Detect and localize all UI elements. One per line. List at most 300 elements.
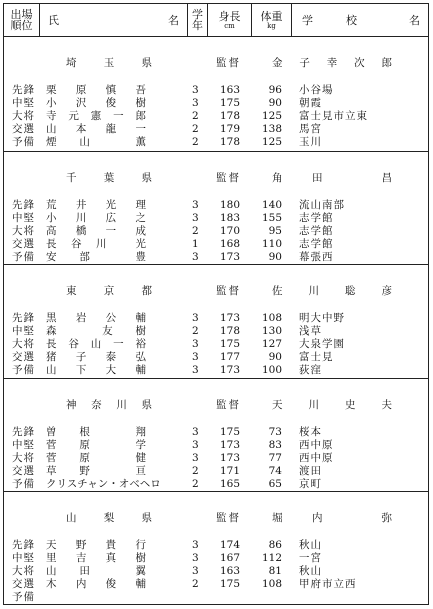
player-position: 中堅 [12, 211, 35, 224]
player-name-char: 理 [135, 198, 146, 211]
player-name-char: 一 [105, 224, 117, 237]
manager-char: 田 [312, 171, 323, 184]
player-weight: 112 [261, 552, 282, 564]
prefecture-char: 県 [141, 171, 152, 184]
player-weight: 127 [261, 338, 282, 350]
player-school: 一宮 [299, 552, 322, 564]
player-name-char: 山 [79, 136, 90, 148]
player-name [46, 136, 146, 149]
player-name-char: 川 [96, 237, 107, 250]
player-height: 177 [219, 351, 240, 363]
team-block [4, 378, 428, 493]
player-school: 荻窪 [299, 364, 322, 376]
player-name-char: 沢 [75, 97, 87, 109]
manager-label: 監督 [216, 57, 241, 69]
player-height: 178 [219, 110, 240, 122]
player-name-char: 子 [75, 351, 87, 363]
player-name-char: 健 [135, 451, 146, 464]
player-position: 大将 [12, 224, 35, 237]
player-name-char: 山 [46, 565, 57, 577]
player-position: 交選 [12, 351, 35, 363]
player-school: 志学館 [299, 237, 334, 250]
player-school: 渡田 [299, 464, 322, 477]
prefecture-char: 川 [116, 398, 127, 411]
prefecture-char: 京 [103, 285, 115, 297]
player-name-char: 谷 [71, 237, 82, 250]
team-block [4, 37, 428, 152]
player-height: 175 [219, 97, 240, 109]
manager-label: 監督 [216, 171, 241, 184]
player-height: 167 [219, 552, 240, 564]
player-school: 朝霞 [299, 97, 322, 109]
player-weight: 86 [268, 539, 282, 551]
player-school: 浅草 [299, 325, 322, 337]
player-name [46, 364, 146, 377]
player-grade: 2 [192, 477, 199, 490]
player-position: 先鋒 [12, 425, 35, 438]
player-position: 予備 [12, 136, 35, 148]
player-name-char: 原 [75, 84, 87, 96]
player-name-char: 原 [79, 438, 90, 451]
player-height: 179 [219, 123, 240, 135]
player-school: 秋山 [299, 539, 322, 551]
manager-char: 郎 [381, 57, 392, 69]
player-name-char: 豊 [135, 250, 146, 263]
player-position: 予備 [12, 250, 35, 263]
player-position: 予備 [12, 591, 35, 603]
player-grade: 2 [192, 464, 199, 477]
player-name-char: 俊 [105, 578, 117, 590]
player-school: 秋山 [299, 565, 322, 577]
header-order-line1: 出場 [10, 8, 33, 21]
player-position: 中堅 [12, 552, 35, 564]
player-name-char: 一 [135, 123, 146, 135]
player-position: 交選 [12, 123, 35, 135]
player-name-char: 内 [75, 578, 87, 590]
player-weight: 125 [261, 110, 282, 122]
player-name-char: 真 [105, 552, 117, 564]
manager-name [272, 172, 392, 185]
player-height: 173 [219, 438, 240, 451]
player-name [46, 578, 146, 591]
player-school: 幕張西 [299, 250, 334, 263]
player-position: 大将 [12, 565, 35, 577]
player-name-char: 菅 [46, 451, 57, 464]
player-name [46, 477, 161, 491]
manager-char: 史 [345, 398, 356, 411]
manager-label: 監督 [216, 512, 241, 524]
player-height: 180 [219, 198, 240, 211]
player-name-char: 天 [46, 539, 57, 551]
prefecture [66, 399, 152, 412]
player-name [46, 199, 146, 212]
player-weight: 90 [268, 250, 282, 263]
player-name-char: 高 [46, 224, 57, 237]
player-name-char: 小 [46, 211, 57, 224]
player-position: 中堅 [12, 325, 35, 337]
player-name-char: 広 [105, 211, 117, 224]
player-weight: 81 [268, 565, 282, 577]
player-name-char: クリスチャン [46, 477, 109, 490]
manager-label: 監督 [216, 398, 241, 411]
player-school: 西中原 [299, 451, 334, 464]
prefecture-char: 山 [66, 512, 77, 524]
header-name-start: 氏 [48, 13, 59, 27]
player-school: 志学館 [299, 211, 334, 224]
player-school: 明大中野 [299, 312, 345, 324]
player-name [46, 84, 146, 97]
player-name-char: 樹 [135, 325, 146, 337]
player-position: 中堅 [12, 438, 35, 451]
player-name [46, 591, 146, 604]
player-name-char: 輔 [135, 312, 146, 324]
manager-char: 川 [308, 398, 319, 411]
player-school: 小谷場 [299, 84, 334, 96]
prefecture-char: 葉 [103, 171, 115, 184]
player-name-char: 薫 [135, 136, 146, 148]
player-name-char: 翼 [135, 565, 146, 577]
player-grade: 3 [192, 250, 199, 263]
player-school: 馬宮 [299, 123, 322, 135]
player-school: 流山南部 [299, 198, 345, 211]
player-name-char: 慎 [105, 84, 117, 96]
player-name [46, 312, 146, 325]
player-name-char: 栗 [46, 84, 57, 96]
header-order-line2: 順位 [10, 19, 33, 32]
player-name-char: 荒 [46, 198, 57, 211]
player-position: 先鋒 [12, 198, 35, 211]
player-height: 165 [219, 477, 240, 490]
player-name-char: 里 [46, 552, 57, 564]
player-name [46, 238, 146, 251]
prefecture-char: 県 [141, 512, 152, 524]
prefecture-char: 都 [141, 285, 152, 297]
player-name-char: 亘 [135, 464, 146, 477]
player-position: 先鋒 [12, 312, 35, 324]
player-name-char: 吉 [75, 552, 87, 564]
manager-char: 弥 [381, 512, 392, 524]
player-name-char: 一 [113, 338, 124, 350]
player-weight: 96 [268, 84, 282, 96]
player-position: 予備 [12, 477, 35, 490]
player-position: 予備 [12, 364, 35, 376]
player-position: 大将 [12, 110, 35, 122]
manager-char: 聡 [345, 285, 356, 297]
player-name-char: 郎 [135, 110, 146, 122]
player-name-char: 川 [75, 211, 87, 224]
prefecture-char: 東 [66, 285, 77, 297]
player-position: 交選 [12, 464, 35, 477]
player-name-char: 光 [105, 198, 117, 211]
player-name-char: 寺 [46, 110, 57, 122]
player-school: 西中原 [299, 438, 334, 451]
player-weight: 73 [268, 425, 282, 438]
player-name [46, 338, 146, 351]
player-height: 178 [219, 325, 240, 337]
player-school: 富士見市立東 [299, 110, 368, 122]
player-name-char: 本 [75, 123, 87, 135]
player-height: 163 [219, 84, 240, 96]
manager-char: 金 [272, 57, 283, 69]
header-name-end: 名 [168, 13, 179, 27]
player-name-char: 輔 [135, 578, 146, 590]
header-weight-unit: kg [267, 21, 276, 30]
player-name-char: 黒 [46, 312, 57, 324]
player-name-char: 公 [105, 312, 117, 324]
player-grade: 2 [192, 136, 199, 148]
player-grade: 3 [192, 338, 199, 350]
header-height [208, 4, 252, 36]
player-height: 163 [219, 565, 240, 577]
player-grade: 1 [192, 237, 199, 250]
player-name-char: 一 [113, 110, 124, 122]
player-position: 交選 [12, 578, 35, 590]
manager-char: 佐 [272, 285, 283, 297]
header-weight-label: 体重 [260, 9, 283, 23]
player-name-char: 野 [75, 539, 87, 551]
prefecture-char: 梨 [103, 512, 115, 524]
header-school [292, 4, 428, 36]
player-name-char: 泰 [105, 351, 117, 363]
player-name [46, 539, 146, 552]
prefecture-char: 神 [66, 398, 77, 411]
player-name-char: 煙 [46, 136, 57, 148]
player-grade: 3 [192, 312, 199, 324]
player-name [46, 439, 146, 452]
player-weight: 83 [268, 438, 282, 451]
player-name [46, 465, 146, 478]
player-grade: 3 [192, 539, 199, 551]
player-weight: 140 [261, 198, 282, 211]
player-name-char: 之 [135, 211, 146, 224]
player-grade: 2 [192, 325, 199, 337]
player-position: 先鋒 [12, 539, 35, 551]
player-grade: 3 [192, 438, 199, 451]
player-height: 173 [219, 312, 240, 324]
player-name-char: ・ [108, 477, 119, 490]
player-name [46, 251, 146, 264]
header-grade-line2: 年 [192, 19, 203, 32]
player-name [46, 110, 146, 123]
player-name-char: 根 [79, 425, 90, 438]
player-name-char: 元 [68, 110, 79, 122]
header-school-start: 学 校 [302, 13, 357, 27]
player-name-char: 翔 [135, 425, 146, 438]
player-name-char: 森 [46, 325, 57, 337]
prefecture-char: 県 [141, 57, 152, 69]
player-height: 183 [219, 211, 240, 224]
prefecture-char: 千 [66, 171, 77, 184]
player-name [46, 426, 146, 439]
player-name-char: 俊 [105, 97, 117, 109]
table-header [4, 4, 428, 37]
player-weight: 65 [268, 477, 282, 490]
player-name-char: 部 [79, 250, 90, 263]
prefecture [66, 285, 152, 298]
player-height: 170 [219, 224, 240, 237]
player-weight: 125 [261, 136, 282, 148]
player-height: 175 [219, 578, 240, 590]
player-name [46, 97, 146, 110]
player-position: 先鋒 [12, 84, 35, 96]
player-name-char: 裕 [135, 338, 146, 350]
header-height-unit: cm [224, 21, 235, 30]
header-order [4, 4, 40, 36]
player-height: 173 [219, 364, 240, 376]
player-name [46, 325, 146, 338]
player-weight: 74 [268, 464, 282, 477]
player-name [46, 225, 146, 238]
manager-char: 幸 [326, 57, 338, 69]
header-weight [252, 4, 292, 36]
player-name [46, 452, 146, 465]
player-name-char: オベヘロ [118, 477, 161, 490]
player-grade: 3 [192, 565, 199, 577]
team-block [4, 264, 428, 379]
player-grade: 3 [192, 97, 199, 109]
player-grade: 3 [192, 425, 199, 438]
player-height: 173 [219, 250, 240, 263]
player-name-char: 樹 [135, 552, 146, 564]
header-grade-line1: 学 [192, 8, 203, 21]
player-name [46, 351, 146, 364]
player-name-char: 野 [79, 464, 90, 477]
prefecture-char: 玉 [103, 57, 115, 69]
player-name-char: 山 [90, 338, 102, 350]
manager-name [272, 399, 392, 412]
header-height-label: 身長 [218, 9, 241, 23]
player-name-char: 木 [46, 578, 57, 590]
player-name-char: 原 [79, 451, 90, 464]
player-name-char: 山 [46, 123, 57, 135]
player-weight: 108 [261, 312, 282, 324]
player-name-char: 下 [75, 364, 87, 376]
prefecture-char: 奈 [91, 398, 102, 411]
player-position: 大将 [12, 338, 35, 350]
player-name-char: 山 [46, 364, 57, 376]
manager-label: 監督 [216, 285, 241, 297]
prefecture [66, 172, 152, 185]
header-name [40, 4, 188, 36]
manager-char: 天 [272, 398, 283, 411]
player-name-char: 吾 [135, 84, 146, 96]
player-height: 173 [219, 451, 240, 464]
player-school: 甲府市立西 [299, 578, 357, 590]
player-name-char: 行 [135, 539, 146, 551]
player-name-char: 憲 [90, 110, 102, 122]
player-school: 大泉学園 [299, 338, 345, 350]
manager-name [272, 285, 392, 298]
player-name-char: 友 [102, 325, 113, 337]
player-school: 志学館 [299, 224, 334, 237]
player-height: 171 [219, 464, 240, 477]
player-grade: 3 [192, 552, 199, 564]
player-name-char: 長 [46, 338, 57, 350]
manager-char: 彦 [381, 285, 392, 297]
player-name-char: 小 [46, 97, 57, 109]
player-weight: 100 [261, 364, 282, 376]
player-position: 交選 [12, 237, 35, 250]
manager-char: 内 [312, 512, 323, 524]
player-name-char: 光 [135, 237, 146, 250]
player-school: 京町 [299, 477, 322, 490]
player-grade: 3 [192, 351, 199, 363]
player-name [46, 565, 146, 578]
player-weight: 130 [261, 325, 282, 337]
player-name-char: 安 [46, 250, 57, 263]
player-name-char: 田 [79, 565, 90, 577]
player-name-char: 井 [75, 198, 87, 211]
manager-name [272, 57, 392, 70]
manager-char: 角 [272, 171, 283, 184]
player-position: 大将 [12, 451, 35, 464]
player-school: 桜本 [299, 425, 322, 438]
player-name-char: 樹 [135, 97, 146, 109]
player-name-char: 橋 [75, 224, 87, 237]
player-position: 中堅 [12, 97, 35, 109]
player-name-char: 龍 [105, 123, 117, 135]
player-grade: 2 [192, 578, 199, 590]
player-weight: 138 [261, 123, 282, 135]
player-grade: 3 [192, 364, 199, 376]
player-height: 174 [219, 539, 240, 551]
player-grade: 3 [192, 84, 199, 96]
player-height: 168 [219, 237, 240, 250]
player-weight: 155 [261, 211, 282, 224]
prefecture-char: 埼 [66, 57, 77, 69]
player-name-char: 貴 [105, 539, 117, 551]
player-weight: 77 [268, 451, 282, 464]
player-name-char: 学 [135, 438, 146, 451]
player-name [46, 552, 146, 565]
player-weight: 90 [268, 97, 282, 109]
player-grade: 3 [192, 198, 199, 211]
player-name [46, 123, 146, 136]
player-name-char: 長 [46, 237, 57, 250]
player-name-char: 猪 [46, 351, 57, 363]
header-school-end: 名 [409, 13, 420, 27]
manager-char: 子 [299, 57, 310, 69]
player-grade: 2 [192, 123, 199, 135]
player-height: 175 [219, 338, 240, 350]
manager-char: 堀 [272, 512, 283, 524]
player-weight: 110 [261, 237, 282, 250]
player-weight [260, 591, 282, 604]
player-height: 175 [219, 425, 240, 438]
player-name-char: 曽 [46, 425, 57, 438]
player-grade: 2 [192, 110, 199, 122]
player-height [216, 591, 240, 604]
manager-char: 川 [308, 285, 319, 297]
player-school: 玉川 [299, 136, 322, 148]
player-name-char: 菅 [46, 438, 57, 451]
player-school: 富士見 [299, 351, 334, 363]
team-block [4, 491, 428, 606]
player-height: 178 [219, 136, 240, 148]
header-grade [188, 4, 208, 36]
team-block [4, 151, 428, 266]
player-grade: 3 [192, 451, 199, 464]
player-name-char: 谷 [68, 338, 79, 350]
prefecture [66, 512, 152, 525]
manager-char: 次 [354, 57, 365, 69]
prefecture [66, 57, 152, 70]
player-weight: 108 [261, 578, 282, 590]
player-grade: 3 [192, 211, 199, 224]
player-name [46, 212, 146, 225]
manager-char: 昌 [381, 171, 392, 184]
player-weight: 90 [268, 351, 282, 363]
